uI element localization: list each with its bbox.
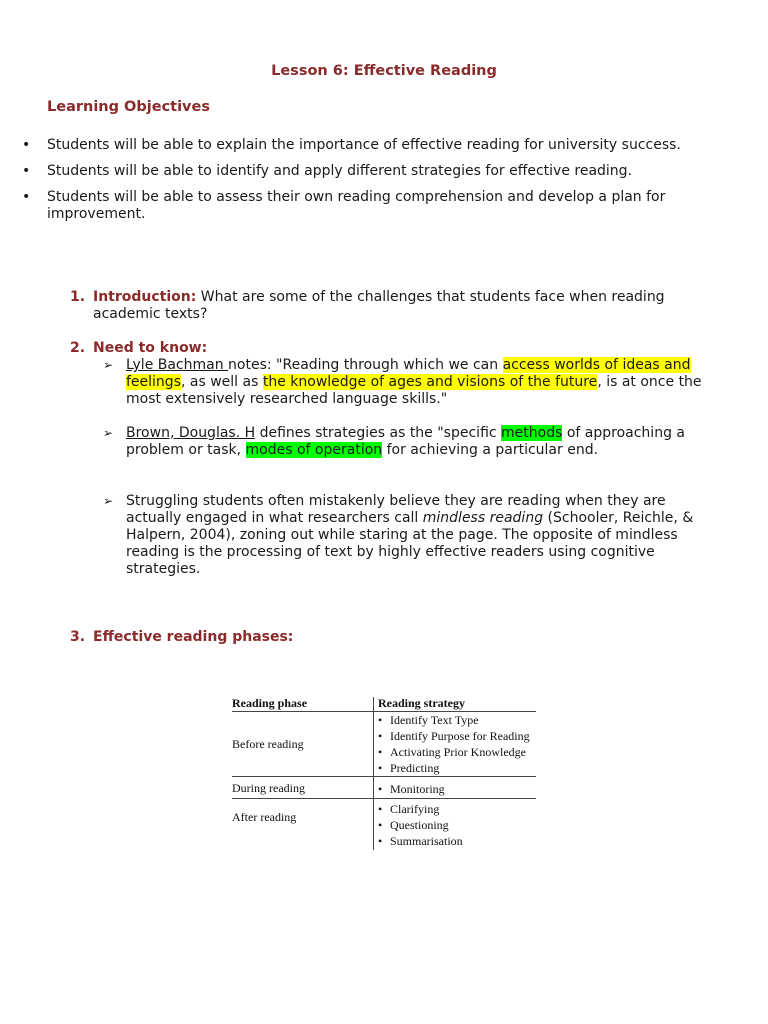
bullet-icon: • (22, 189, 31, 205)
table-phase-after: After reading (232, 810, 297, 824)
objectives-heading: Learning Objectives (47, 99, 210, 115)
strategy-text: Monitoring (390, 782, 445, 796)
author-name: Lyle Bachman (126, 357, 229, 373)
item-text: (Schooler, Reichle, & Halpern, 2004), zoning out while staring at the page. The opposite of mindless reading is the processing of text by highly effective readers using cognitive strategies. (126, 510, 694, 577)
highlight-green: methods (501, 425, 563, 441)
strategy-text: Activating Prior Knowledge (390, 745, 526, 759)
highlight-green: modes of operation (245, 442, 383, 458)
reading-phases-table (230, 694, 537, 850)
item-text: , as well as (181, 374, 263, 390)
table-rule (232, 711, 536, 712)
strategy-text: Summarisation (390, 834, 463, 848)
section-reading-phases (70, 629, 730, 646)
objective-item (0, 163, 720, 180)
strategy-text: Clarifying (390, 802, 440, 816)
section-heading: Introduction: (93, 289, 197, 305)
item-text: defines strategies as the "specific (255, 425, 502, 441)
item-text: notes: "Reading through which we can (228, 357, 503, 373)
section-text: What are some of the challenges that students face when reading academic texts? (93, 289, 665, 322)
section-introduction (70, 289, 730, 323)
bullet-icon: • (22, 137, 31, 153)
strategy-text: Identify Text Type (390, 713, 479, 727)
bullet-icon: • (378, 834, 383, 848)
objective-item (0, 189, 720, 223)
section-heading: Effective reading phases: (93, 629, 294, 645)
need-item-brown (103, 425, 723, 459)
author-name: Brown, Douglas. H (126, 425, 256, 441)
objective-text: Students will be able to identify and apply different strategies for effective reading. (47, 163, 633, 179)
item-text: for achieving a particular end. (382, 442, 599, 458)
item-text: of approaching a problem or task, (126, 425, 685, 458)
arrow-bullet-icon: ➢ (103, 494, 114, 508)
table-phase-before: Before reading (232, 737, 304, 751)
bullet-icon: • (378, 745, 383, 759)
bullet-icon: • (378, 818, 383, 832)
bullet-icon: • (378, 713, 383, 727)
strategy-text: Questioning (390, 818, 449, 832)
bullet-icon: • (22, 163, 31, 179)
section-number: 2. (70, 340, 86, 356)
section-heading: Need to know: (93, 340, 208, 356)
section-number: 1. (70, 289, 86, 305)
objectives-list (0, 137, 720, 232)
section-number: 3. (70, 629, 86, 645)
highlight-yellow: access worlds of ideas and feelings (126, 357, 691, 390)
section-need-to-know (70, 340, 730, 357)
objective-item (0, 137, 720, 154)
arrow-bullet-icon: ➢ (103, 358, 114, 372)
need-item-mindless-reading (103, 493, 723, 578)
item-text: , is at once the most extensively researched language skills." (126, 374, 702, 407)
lesson-title: Lesson 6: Effective Reading (271, 63, 497, 79)
item-text: Struggling students often mistakenly believe they are reading when they are actually engaged in what researchers call (126, 493, 666, 526)
objective-text: Students will be able to explain the importance of effective reading for university success. (47, 137, 681, 153)
objective-text: Students will be able to assess their own reading comprehension and develop a plan for improvement. (47, 189, 666, 222)
table-header-phase: Reading phase (232, 696, 308, 710)
need-item-bachman (103, 357, 723, 408)
bullet-icon: • (378, 802, 383, 816)
bullet-icon: • (378, 761, 383, 775)
strategy-text: Predicting (390, 761, 440, 775)
table-rule (232, 776, 536, 777)
emphasis-text: mindless reading (422, 510, 544, 526)
bullet-icon: • (378, 729, 383, 743)
arrow-bullet-icon: ➢ (103, 426, 114, 440)
table-column-divider (373, 697, 374, 850)
table-rule (232, 798, 536, 799)
bullet-icon: • (378, 782, 383, 796)
table-header-strategy: Reading strategy (378, 696, 465, 710)
highlight-yellow: the knowledge of ages and visions of the future (262, 374, 598, 390)
strategy-text: Identify Purpose for Reading (390, 729, 530, 743)
table-phase-during: During reading (232, 781, 305, 795)
